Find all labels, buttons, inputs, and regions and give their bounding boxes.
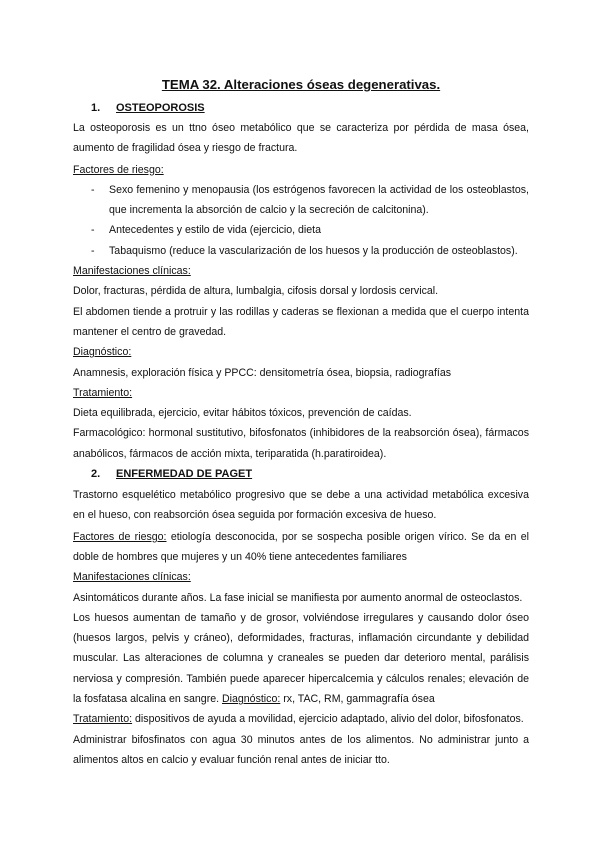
manifestations-text: Los huesos aumentan de tamaño y de grosor, volviéndose irregulares y causando dolor óseo (huesos largos, pelvis y cráneo), deformidades, fracturas, inflamación circundante y debilidad muscular. Las alteraciones de columna y craneales se pueden dar deterioro mental, parálisis nerviosa y compresión. También puede aparecer hipercalcemia y cálculos renales; elevación de la fosfatasa alcalina en sangre.	[73, 611, 529, 706]
manifestations-label: Manifestaciones clínicas:	[73, 571, 191, 584]
section-title: ENFERMEDAD DE PAGET	[116, 468, 253, 481]
manifestations-text: Dolor, fracturas, pérdida de altura, lumbalgia, cifosis dorsal y lordosis cervical.	[73, 285, 439, 298]
manifestations-paragraph	[73, 608, 529, 709]
list-item: - Sexo femenino y menopausia (los estrógenos favorecen la actividad de los osteoblastos, que incrementa la absorción de calcio y la secreción de calcitonina).	[73, 180, 529, 221]
treatment-text: Farmacológico: hormonal sustitutivo, bifosfonatos (inhibidores de la reabsorción ósea), fármacos anabólicos, fármacos de acción mixta, teriparatida (h.paratiroidea).	[73, 427, 529, 460]
treatment-paragraph	[73, 709, 529, 729]
manifestations-text: Asintomáticos durante años. La fase inicial se manifiesta por aumento anormal de osteoclastos.	[73, 591, 523, 604]
list-item: - Tabaquismo (reduce la vascularización de los huesos y la producción de osteoblastos).	[73, 241, 529, 261]
treatment-text: dispositivos de ayuda a movilidad, ejercicio adaptado, alivio del dolor, bifosfonatos.	[132, 713, 524, 726]
treatment-text: Administrar bifosfinatos con agua 30 minutos antes de los alimentos. No administrar junto a alimentos altos en calcio y evaluar función renal antes de iniciar tto.	[73, 733, 529, 766]
osteoporosis-intro: La osteoporosis es un ttno óseo metabólico que se caracteriza por pérdida de masa ósea, aumento de fragilidad ósea y riesgo de fractura.	[73, 122, 529, 155]
section-heading-paget	[73, 464, 529, 484]
list-item: - Antecedentes y estilo de vida (ejercicio, dieta	[73, 220, 529, 240]
section-title: OSTEOPOROSIS	[116, 102, 205, 114]
treatment-label: Tratamiento:	[73, 713, 133, 726]
risk-factors-list	[73, 180, 529, 261]
treatment-text: Dieta equilibrada, ejercicio, evitar hábitos tóxicos, prevención de caídas.	[73, 407, 412, 420]
document-page	[73, 76, 529, 770]
paget-risk-paragraph	[73, 527, 529, 568]
risk-factors-text: etiología desconocida, por se sospecha posible origen vírico. Se da en el doble de hombres que mujeres y un 40% tiene antecedentes familiares	[73, 530, 529, 563]
section-number: 1.	[91, 102, 101, 114]
document-title: TEMA 32. Alteraciones óseas degenerativas.	[161, 77, 441, 92]
manifestations-text: El abdomen tiende a protruir y las rodillas y caderas se flexionan a medida que el cuerpo intenta mantener el centro de gravedad.	[73, 305, 529, 338]
diagnosis-label: Diagnóstico:	[73, 346, 132, 359]
manifestations-label: Manifestaciones clínicas:	[73, 265, 191, 278]
risk-factors-label: Factores de riesgo:	[73, 530, 167, 543]
diagnosis-text: Anamnesis, exploración física y PPCC: densitometría ósea, biopsia, radiografías	[73, 366, 452, 379]
diagnosis-label: Diagnóstico:	[222, 693, 281, 706]
diagnosis-text: rx, TAC, RM, gammagrafía ósea	[280, 693, 435, 706]
paget-intro: Trastorno esquelético metabólico progresivo que se debe a una actividad metabólica excesiva en el hueso, con reabsorción ósea seguida por formación excesiva de hueso.	[73, 489, 529, 522]
risk-factors-label: Factores de riesgo:	[73, 163, 164, 176]
section-heading-osteoporosis	[73, 98, 529, 118]
section-number: 2.	[91, 468, 101, 481]
treatment-label: Tratamiento:	[73, 386, 133, 399]
